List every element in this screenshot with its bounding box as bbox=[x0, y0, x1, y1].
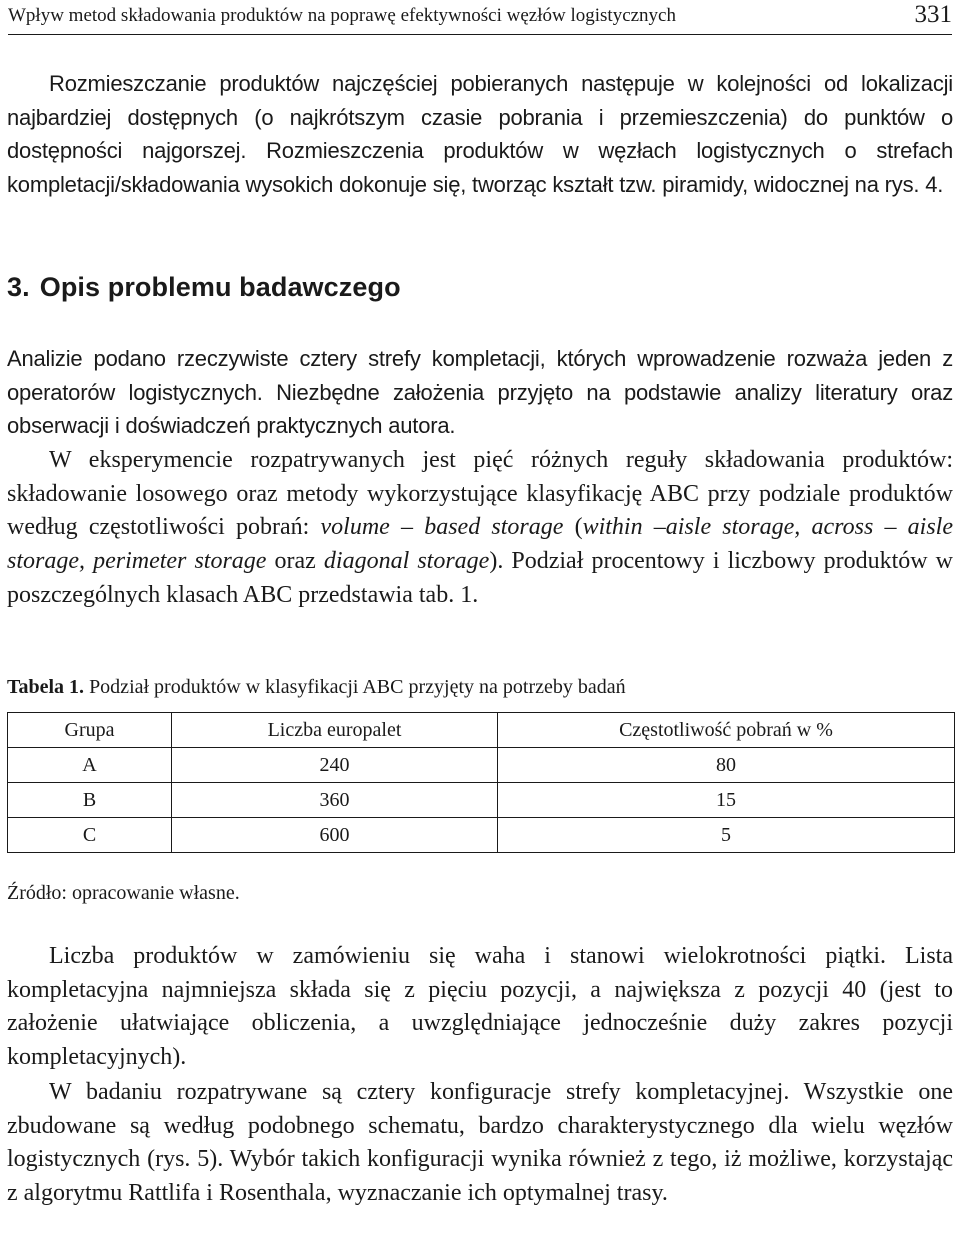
running-title: Wpływ metod składowania produktów na poprawę efektywności węzłów logistycznych bbox=[8, 5, 676, 26]
table-cell: 600 bbox=[172, 818, 498, 853]
table-row bbox=[8, 783, 955, 818]
term-volume-based-storage: volume – based storage bbox=[320, 514, 564, 541]
page-number: 331 bbox=[914, 1, 952, 28]
term-diagonal-storage: diagonal storage bbox=[323, 548, 490, 575]
section-paragraph-2-text-3: oraz bbox=[266, 548, 324, 575]
table-cell: B bbox=[8, 783, 172, 818]
closing-paragraph-2: W badaniu rozpatrywane są cztery konfiguracje strefy kompletacyjnej. Wszystkie one zbudowane są według podobnego schematu, bardzo charakterystycznego dla wielu węzłów logistycznych (rys. 5). Wybór takich konfiguracji wynika również z tego, iż możliwe, korzystając z algorytmu Rattlifa i Rosenthala, wyznaczanie ich optymalnej trasy. bbox=[7, 1079, 953, 1207]
column-header-grupa: Grupa bbox=[8, 713, 172, 748]
table-caption-label: Tabela 1. bbox=[7, 676, 85, 698]
column-header-czestotliwosc: Częstotliwość pobrań w % bbox=[498, 713, 955, 748]
section-heading bbox=[7, 272, 411, 303]
section-paragraph-2-text-2: ( bbox=[563, 514, 583, 541]
section-title: Opis problemu badawczego bbox=[39, 272, 401, 302]
term-storage-policies: within –aisle storage, across – aisle storage, perimeter storage bbox=[7, 514, 953, 575]
closing-paragraph-1: Liczba produktów w zamówieniu się waha i stanowi wielokrotności piątki. Lista kompletacyjna najmniejsza składa się z pięciu pozycji, a największa z pozycji 40 (jest to założenie ułatwiające obliczenia, a uwzględniające jednocześnie duży zakres pozycji kompletacyjnych). bbox=[7, 943, 953, 1071]
section-paragraph-2-text-1: W eksperymencie rozpatrywanych jest pięć różnych reguły składowania produktów: składowanie losowego oraz metody wykorzystujące klasyfikację ABC przy podziale produktów według częstotliwości pobrań: bbox=[7, 447, 953, 541]
column-header-liczba-europalet: Liczba europalet bbox=[172, 713, 498, 748]
table-cell: 5 bbox=[498, 818, 955, 853]
table-cell: 80 bbox=[498, 748, 955, 783]
table-caption-text: Podział produktów w klasyfikacji ABC przyjęty na potrzeby badań bbox=[84, 676, 626, 698]
table-source: Źródło: opracowanie własne. bbox=[7, 882, 240, 904]
abc-classification-table bbox=[7, 712, 955, 853]
intro-paragraph: Rozmieszczanie produktów najczęściej pobieranych następuje w kolejności od lokalizacji najbardziej dostępnych (o najkrótszym czasie pobrania i przemieszczenia) do punktów o dostępności najgorszej. Rozmieszczenia produktów w węzłach logistycznych o strefach kompletacji/składowania wysokich dokonuje się, tworząc kształt tzw. piramidy, widocznej na rys. 4. bbox=[7, 71, 953, 197]
table-cell: 240 bbox=[172, 748, 498, 783]
table-cell: 360 bbox=[172, 783, 498, 818]
table-header-row bbox=[8, 713, 955, 748]
section-paragraph-1: Analizie podano rzeczywiste cztery strefy kompletacji, których wprowadzenie rozważa jeden z operatorów logistycznych. Niezbędne założenia przyjęto na podstawie analizy literatury oraz obserwacji i doświadczeń praktycznych autora. bbox=[7, 346, 953, 438]
table-cell: C bbox=[8, 818, 172, 853]
section-number: 3. bbox=[7, 272, 30, 302]
table-cell: 15 bbox=[498, 783, 955, 818]
table-caption bbox=[7, 676, 626, 699]
section-paragraph-2-text-4: ). Podział procentowy i liczbowy produktów w poszczególnych klasach ABC przedstawia tab. 1. bbox=[7, 548, 954, 608]
running-header bbox=[8, 2, 952, 35]
table-row bbox=[8, 748, 955, 783]
table-row bbox=[8, 818, 955, 853]
section-paragraph-2 bbox=[7, 444, 953, 613]
table-cell: A bbox=[8, 748, 172, 783]
